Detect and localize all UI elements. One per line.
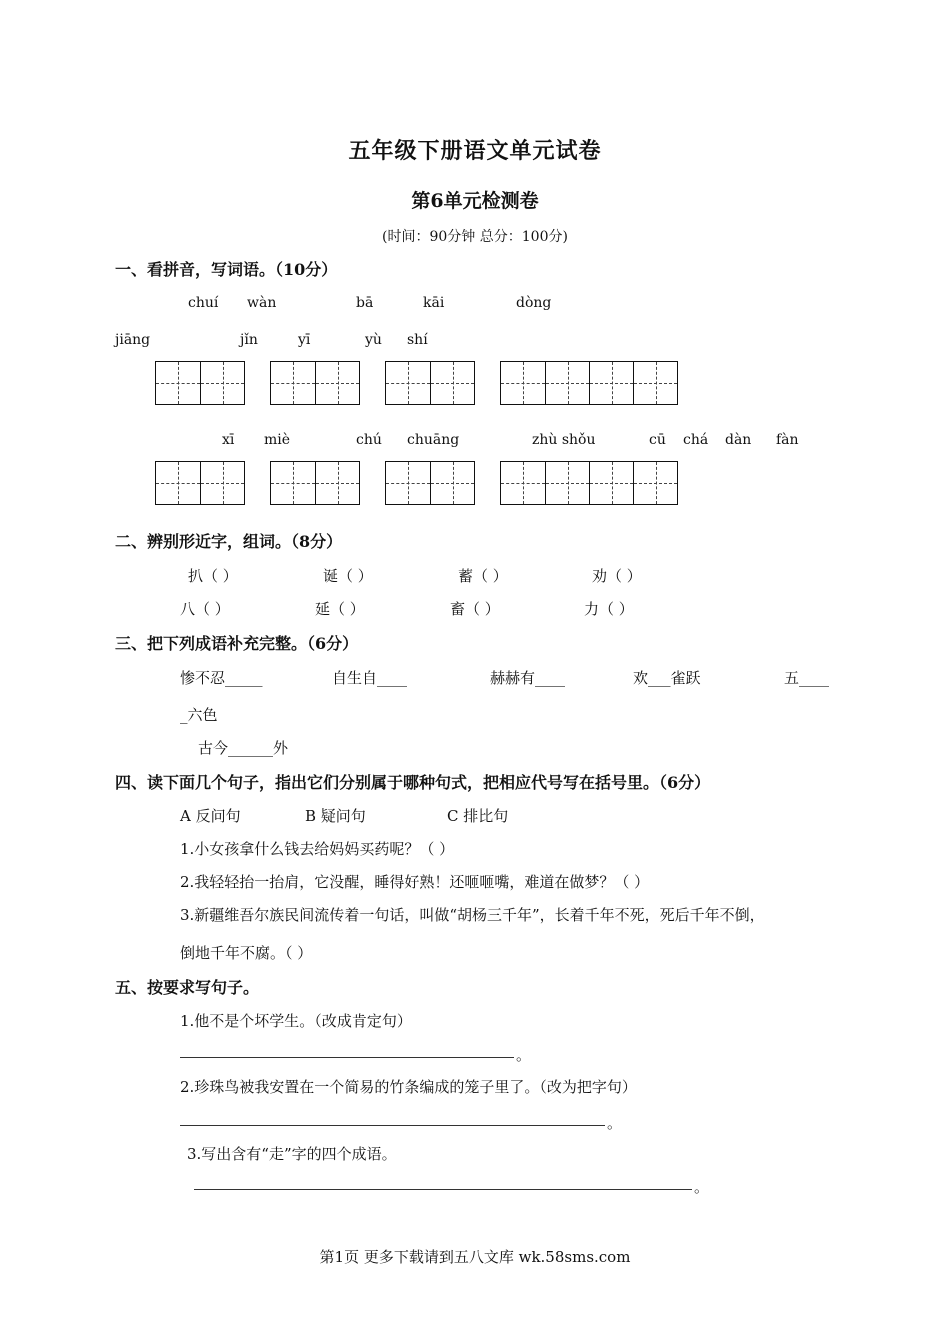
option-a: A 反问句 bbox=[180, 807, 241, 825]
answer-line[interactable] bbox=[180, 1125, 605, 1126]
question-3: 3.新疆维吾尔族民间流传着一句话，叫做“胡杨三千年”，长着千年不死，死后千年不倒， bbox=[180, 906, 765, 924]
writing-grid[interactable] bbox=[385, 461, 475, 505]
page-title: 五年级下册语文单元试卷 bbox=[348, 138, 602, 164]
question-2: 2.我轻轻抬一抬肩，它没醒，睡得好熟！还咂咂嘴，难道在做梦？（ ） bbox=[180, 873, 650, 891]
section3-heading: 三、把下列成语补充完整。（6分） bbox=[115, 634, 359, 653]
pinyin: kāi bbox=[423, 295, 445, 311]
word-item: 畜（ ） bbox=[450, 600, 500, 618]
word-item: 蓄（ ） bbox=[458, 567, 508, 585]
section2-heading: 二、辨别形近字，组词。（8分） bbox=[115, 532, 343, 551]
idiom-item: 惨不忍_____ bbox=[180, 669, 263, 687]
pinyin: cū bbox=[649, 432, 666, 448]
option-b: B 疑问句 bbox=[305, 807, 366, 825]
pinyin: miè bbox=[264, 432, 291, 448]
word-item: 扒（ ） bbox=[188, 567, 238, 585]
option-c: C 排比句 bbox=[447, 807, 509, 825]
rewrite-q3: 3.写出含有“走”字的四个成语。 bbox=[187, 1145, 397, 1163]
pinyin: yù bbox=[365, 332, 382, 348]
word-item: 劝（ ） bbox=[592, 567, 642, 585]
writing-grid[interactable] bbox=[270, 461, 360, 505]
answer-period: 。 bbox=[516, 1046, 532, 1064]
section4-heading: 四、读下面几个句子，指出它们分别属于哪种句式，把相应代号写在括号里。（6分） bbox=[115, 773, 711, 792]
word-item: 诞（ ） bbox=[323, 567, 373, 585]
pinyin: jiāng bbox=[115, 332, 151, 348]
pinyin: chá bbox=[683, 432, 709, 448]
page-footer: 第1页 更多下载请到五八文库 wk.58sms.com bbox=[319, 1248, 631, 1266]
writing-grid[interactable] bbox=[270, 361, 360, 405]
answer-period: 。 bbox=[694, 1178, 710, 1196]
question-3-cont: 倒地千年不腐。（ ） bbox=[180, 944, 313, 962]
pinyin: dàn bbox=[725, 432, 752, 448]
pinyin: chuí bbox=[188, 295, 219, 311]
pinyin: yī bbox=[298, 332, 311, 348]
section1-heading: 一、看拼音，写词语。（10分） bbox=[115, 260, 338, 279]
page-subtitle: 第6单元检测卷 bbox=[411, 190, 539, 212]
idiom-item: 古今______外 bbox=[198, 739, 289, 757]
question-1: 1.小女孩拿什么钱去给妈妈买药呢？（ ） bbox=[180, 840, 455, 858]
exam-meta: (时间：90分钟 总分：100分) bbox=[382, 229, 568, 245]
writing-grid[interactable] bbox=[155, 361, 245, 405]
pinyin: bā bbox=[356, 295, 374, 311]
pinyin: jǐn bbox=[240, 332, 258, 348]
rewrite-q2: 2.珍珠鸟被我安置在一个简易的竹条编成的笼子里了。（改为把字句） bbox=[180, 1078, 637, 1096]
answer-period: 。 bbox=[607, 1114, 623, 1132]
idiom-item: 欢___雀跃 bbox=[633, 669, 701, 687]
idiom-item: _六色 bbox=[180, 706, 218, 724]
word-item: 八（ ） bbox=[180, 600, 230, 618]
rewrite-q1: 1.他不是个坏学生。（改成肯定句） bbox=[180, 1012, 412, 1030]
word-item: 力（ ） bbox=[584, 600, 634, 618]
writing-grid[interactable] bbox=[155, 461, 245, 505]
answer-line[interactable] bbox=[180, 1057, 514, 1058]
pinyin: xī bbox=[222, 432, 235, 448]
writing-grid[interactable] bbox=[500, 361, 678, 405]
writing-grid[interactable] bbox=[500, 461, 678, 505]
answer-line[interactable] bbox=[194, 1189, 692, 1190]
idiom-item: 自生自____ bbox=[332, 669, 408, 687]
pinyin: chú bbox=[356, 432, 382, 448]
pinyin: shí bbox=[407, 332, 428, 348]
writing-grid[interactable] bbox=[385, 361, 475, 405]
pinyin: zhù shǒu bbox=[532, 432, 596, 448]
pinyin: wàn bbox=[247, 295, 277, 311]
pinyin: chuāng bbox=[407, 432, 460, 448]
idiom-item: 五____ bbox=[784, 669, 830, 687]
word-item: 延（ ） bbox=[315, 600, 365, 618]
idiom-item: 赫赫有____ bbox=[490, 669, 566, 687]
pinyin: fàn bbox=[776, 432, 799, 448]
section5-heading: 五、按要求写句子。 bbox=[115, 978, 260, 997]
pinyin: dòng bbox=[516, 295, 552, 311]
